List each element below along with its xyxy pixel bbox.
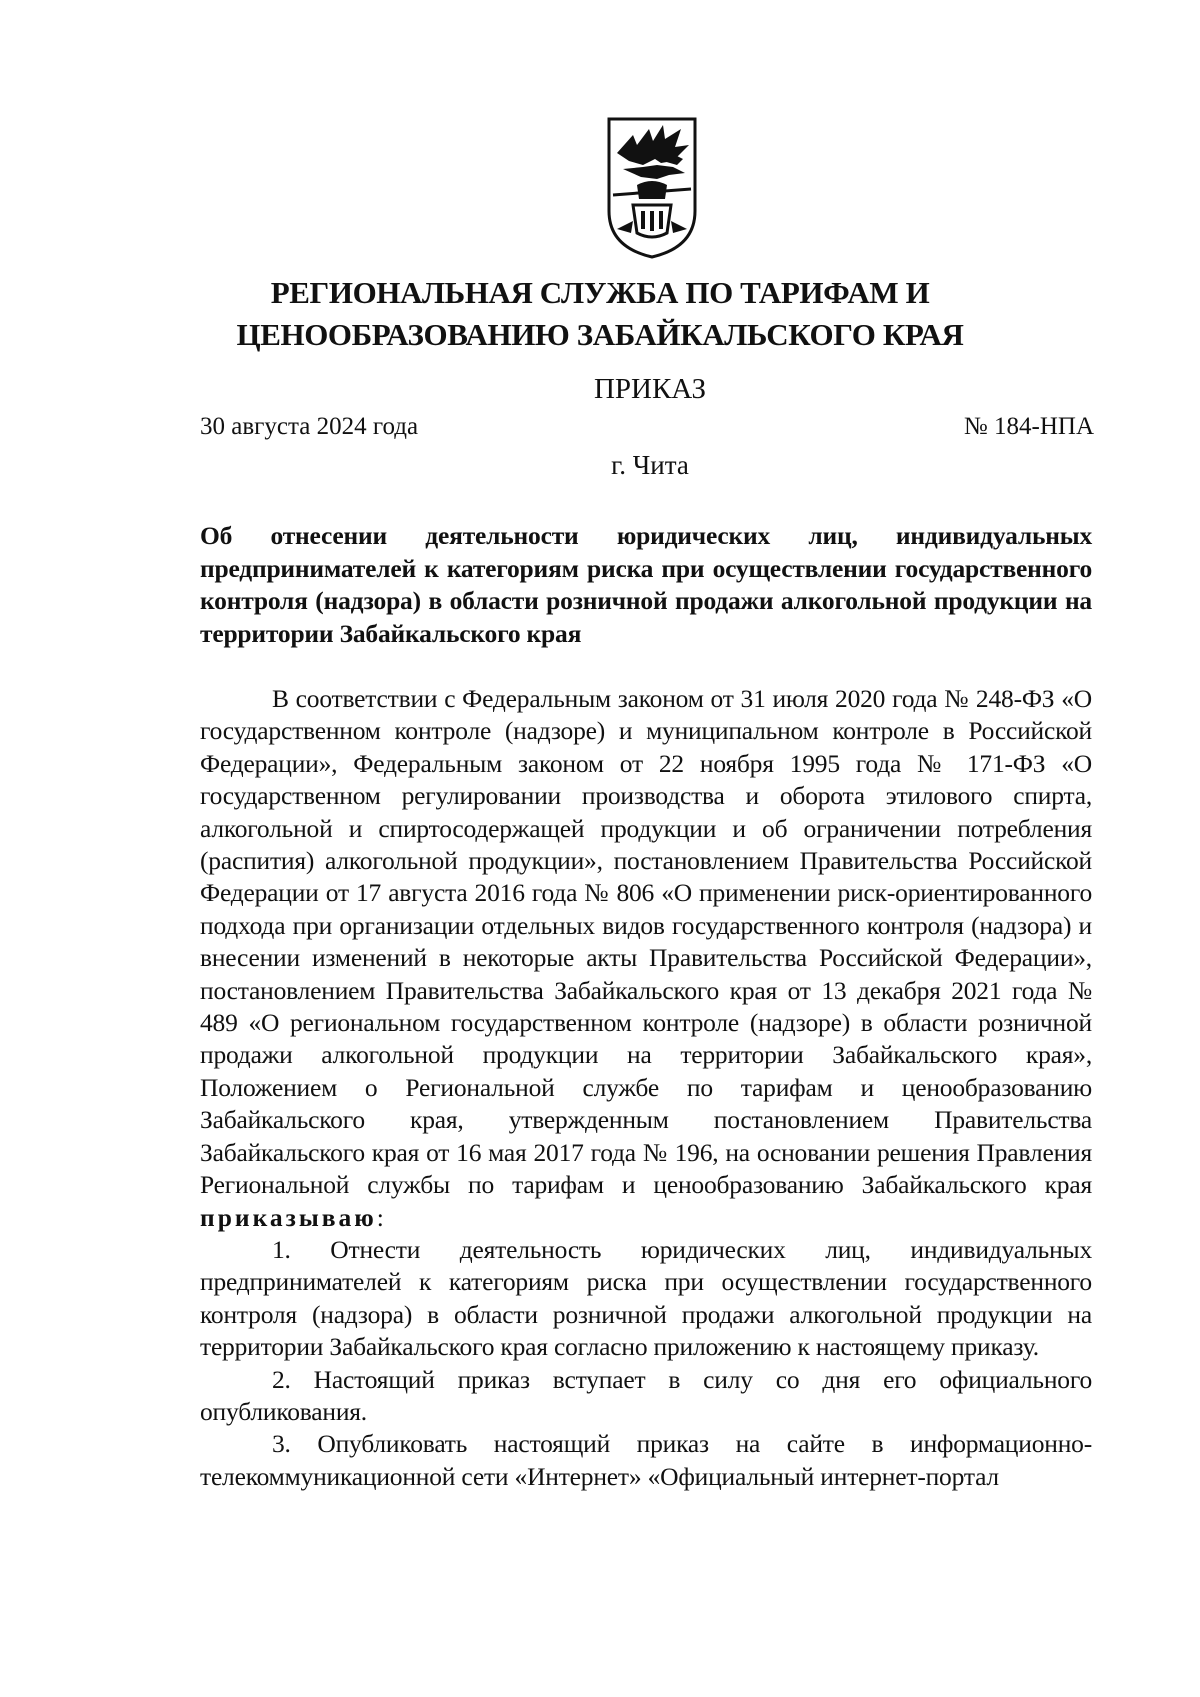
org-title-line-1: РЕГИОНАЛЬНАЯ СЛУЖБА ПО ТАРИФАМ И bbox=[270, 275, 930, 310]
document-date: 30 августа 2024 года bbox=[200, 413, 419, 440]
preamble-paragraph bbox=[200, 683, 1092, 1234]
zabaykalsky-krai-coat-of-arms-icon bbox=[603, 115, 701, 261]
order-item-3: 3. Опубликовать настоящий приказ на сайте в информационно-телекоммуникационной сети «Интернет» «Официальный интернет-портал bbox=[200, 1429, 1092, 1491]
order-colon: : bbox=[376, 1202, 384, 1232]
preamble-text: В соответствии с Федеральным законом от 31 июля 2020 года № 248-ФЗ «О государственном контроле (надзоре) и муниципальном контроле в Российской Федерации», Федеральным законом от 22 ноября 1995 года № 171-ФЗ «О государственном регулировании производства и оборота этилового спирта, алкогольной и спиртосодержащей продукции и об ограничении потребления (распития) алкогольной продукции», постановлением Правительства Российской Федерации от 17 августа 2016 года № 806 «О применении риск-ориентированного подхода при организации отдельных видов государственного контроля (надзора) и внесении изменений в некоторые акты Правительства Российской Федерации», постановлением Правительства Забайкальского края от 13 декабря 2021 года № 489 «О региональном государственном контроле (надзоре) в области розничной продажи алкогольной продукции на территории Забайкальского края», Положением о Региональной службе по тарифам и ценообразованию Забайкальского края, утвержденным постановлением Правительства Забайкальского края от 16 мая 2017 года № 196, на основании решения Правления Региональной службы по тарифам и ценообразованию Забайкальского края bbox=[200, 684, 1092, 1200]
document-type: ПРИКАЗ bbox=[593, 373, 707, 405]
order-item-1: 1. Отнести деятельность юридических лиц, индивидуальных предпринимателей к категориям риска при осуществлении государственного контроля (надзора) в области розничной продажи алкогольной продукции на территории Забайкальского края согласно приложению к настоящему приказу. bbox=[200, 1234, 1092, 1362]
order-item-2: 2. Настоящий приказ вступает в силу со дня его официального опубликования. bbox=[200, 1364, 1092, 1426]
document-number: № 184-НПА bbox=[963, 413, 1094, 440]
document-city: г. Чита bbox=[611, 450, 689, 480]
document-subject: Об отнесении деятельности юридических лиц, индивидуальных предпринимателей к категориям риска при осуществлении государственного контроля (надзора) в области розничной продажи алкогольной продукции на территории Забайкальского края bbox=[200, 521, 1092, 648]
document-body bbox=[200, 683, 1092, 1493]
org-title-line-2: ЦЕНООБРАЗОВАНИЮ ЗАБАЙКАЛЬСКОГО КРАЯ bbox=[236, 317, 964, 352]
order-word: приказываю bbox=[200, 1202, 377, 1232]
